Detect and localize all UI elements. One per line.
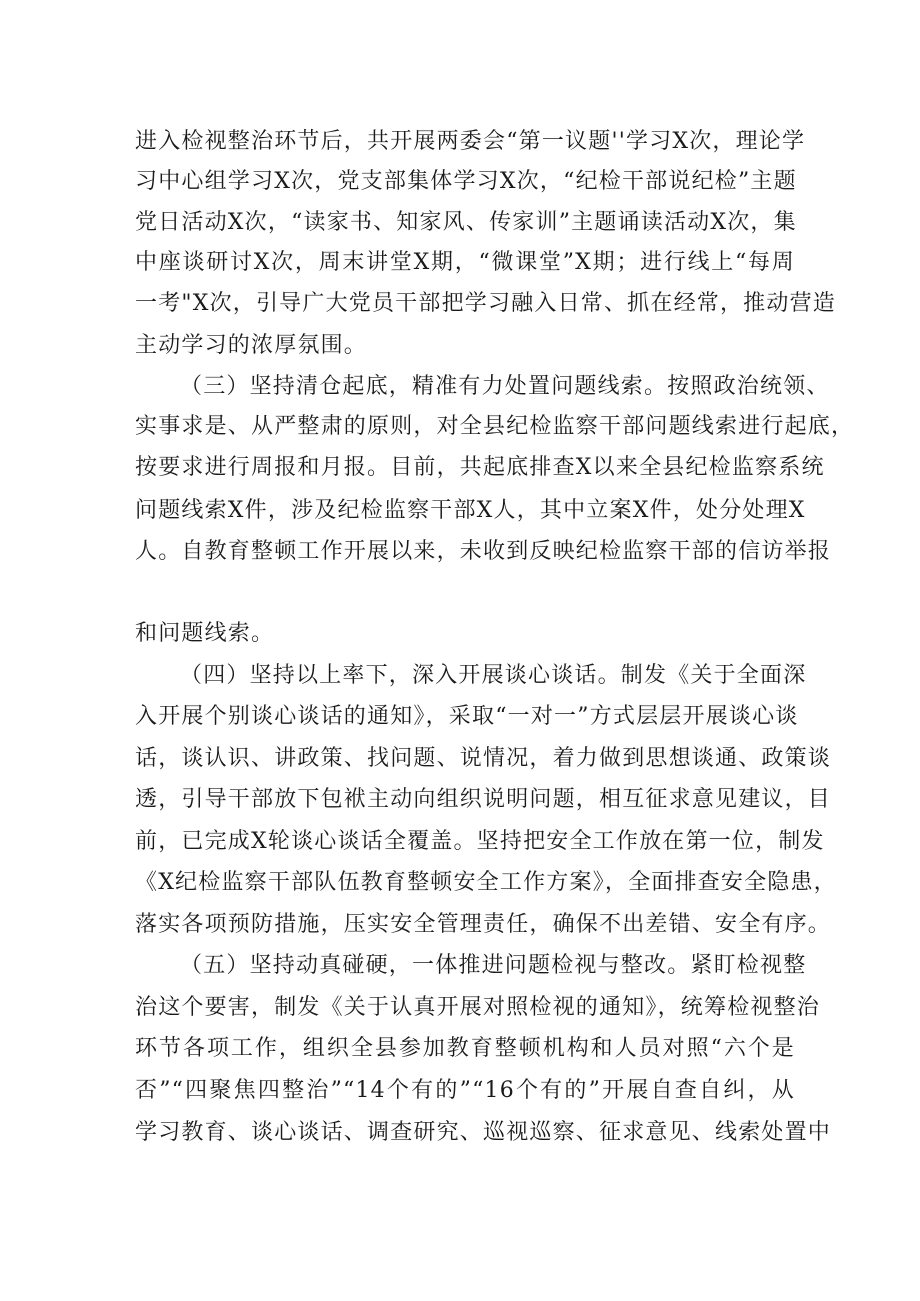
text-line: 主动学习的浓厚氛围。 bbox=[135, 333, 368, 358]
text-line: 党日活动X次，“读家书、知家风、传家训”主题诵读活动X次，集 bbox=[135, 210, 797, 235]
text-line: 前，已完成X轮谈心谈话全覆盖。坚持把安全工作放在第一位，制发 bbox=[135, 829, 825, 854]
text-line: 环节各项工作，组织全县参加教育整顿机构和人员对照“六个是 bbox=[135, 1036, 795, 1061]
text-line: 学习教育、谈心谈话、调查研究、巡视巡察、征求意见、线索处置中 bbox=[135, 1120, 832, 1145]
section-heading-line: （五）坚持动真碰硬，一体推进问题检视与整改。紧盯检视整 bbox=[180, 953, 807, 978]
text-line: 进入检视整治环节后，共开展两委会“第一议题''学习X次，理论学 bbox=[135, 129, 806, 154]
text-line: 和问题线索。 bbox=[135, 621, 275, 646]
text-line: 中座谈研讨X次，周末讲堂X期，“微课堂”X期；进行线上“每周 bbox=[135, 250, 795, 275]
text-line: 入开展个别谈心谈话的通知》，采取“一对一”方式层层开展谈心谈 bbox=[135, 704, 799, 729]
text-line: 话，谈认识、讲政策、找问题、说情况，着力做到思想谈通、政策谈 bbox=[135, 746, 832, 771]
text-line: 问题线索X件，涉及纪检监察干部X人，其中立案X件，处分处理X bbox=[135, 498, 806, 523]
text-line: 《X纪检监察干部队伍教育整顿安全工作方案》，全面排查安全隐患， bbox=[135, 870, 837, 895]
text-line: 否”“四聚焦四整治”“14个有的”“16个有的”开展自查自纠，从 bbox=[135, 1078, 795, 1103]
text-line: 一考"X次，引导广大党员干部把学习融入日常、抓在经常，推动营造 bbox=[135, 291, 836, 316]
text-line: 按要求进行周报和月报。目前，共起底排查X以来全县纪检监察系统 bbox=[135, 455, 825, 480]
text-line: 实事求是、从严整肃的原则，对全县纪检监察干部问题线索进行起底， bbox=[135, 414, 855, 439]
section-heading-line: （四）坚持以上率下，深入开展谈心谈话。制发《关于全面深 bbox=[180, 663, 807, 688]
text-line: 治这个要害，制发《关于认真开展对照检视的通知》，统筹检视整治 bbox=[135, 995, 821, 1020]
text-line: 透，引导干部放下包袱主动向组织说明问题，相互征求意见建议，目 bbox=[135, 787, 832, 812]
section-heading-line: （三）坚持清仓起底，精准有力处置问题线索。按照政治统领、 bbox=[180, 374, 830, 399]
text-line: 人。自教育整顿工作开展以来，未收到反映纪检监察干部的信访举报 bbox=[135, 539, 832, 564]
text-line: 落实各项预防措施，压实安全管理责任，确保不出差错、安全有序。 bbox=[135, 912, 832, 937]
text-line: 习中心组学习X次，党支部集体学习X次，“纪检干部说纪检”主题 bbox=[135, 169, 797, 194]
